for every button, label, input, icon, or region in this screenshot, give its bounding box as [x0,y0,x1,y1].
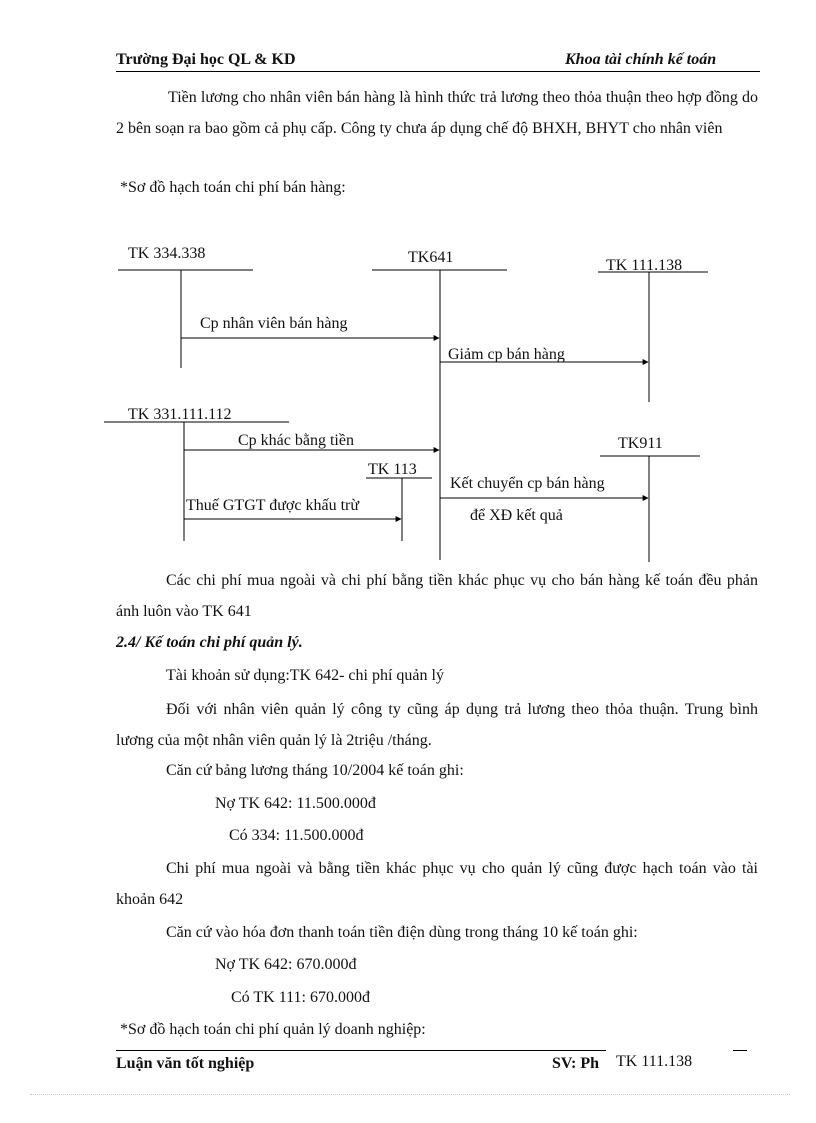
label-xd-ket-qua: để XĐ kết quả [470,507,563,524]
paragraph-purchased-costs: Các chi phí mua ngoài và chi phí bằng tiền khác phục vụ cho bán hàng kế toán đều phản ánh luôn vào TK 641 [116,572,758,620]
paragraph-management-salary: Đối với nhân viên quản lý công ty cũng áp dụng trả lương theo thỏa thuận. Trung bình lương của một nhân viên quản lý là 2triệu /tháng. [116,701,758,749]
label-tk911: TK911 [618,435,663,452]
label-tk641: TK641 [408,249,454,266]
paragraph-salary: Tiền lương cho nhân viên bán hàng là hình thức trả lương theo thỏa thuận theo hợp đồng do 2 bên soạn ra bao gồm cả phụ cấp. Công ty chưa áp dụng chế độ BHXH, BHYT cho nhân viên [116,89,758,137]
entry1-credit: Có 334: 11.500.000đ [229,827,364,844]
section-title: 2.4/ Kế toán chi phí quản lý. [116,634,303,651]
label-thue-gtgt: Thuế GTGT được khấu trừ [186,497,360,514]
diagram-title-management: *Sơ đồ hạch toán chi phí quản lý doanh nghiệp: [120,1021,426,1038]
paragraph-management-costs: Chi phí mua ngoài và bằng tiền khác phục vụ cho quản lý cũng được hạch toán vào tài khoản 642 [116,860,758,908]
label-giam-cp: Giảm cp bán hàng [448,346,565,363]
header-faculty: Khoa tài chính kế toán [565,51,717,68]
label-ket-chuyen: Kết chuyển cp bán hàng [450,475,605,492]
diagram-title-sales: *Sơ đồ hạch toán chi phí bán hàng: [120,179,346,196]
header-school: Trường Đại học QL & KD [116,51,296,68]
label-cp-nhan-vien: Cp nhân viên bán hàng [200,315,348,332]
footer-student: SV: Ph [552,1055,599,1072]
label-tk334: TK 334.338 [128,245,206,262]
page-bottom-dotted-line [30,1094,790,1095]
label-tk113: TK 113 [368,461,417,478]
label-tk111-top: TK 111.138 [606,257,683,274]
footer-rule [116,1050,606,1051]
entry2-credit: Có TK 111: 670.000đ [231,989,370,1006]
footer-rule-stub [733,1050,747,1051]
label-cp-khac: Cp khác bằng tiền [238,432,354,449]
entry2-debit: Nợ TK 642: 670.000đ [215,956,357,973]
basis-line-2: Căn cứ vào hóa đơn thanh toán tiền điện dùng trong tháng 10 kế toán ghi: [166,924,638,941]
footer-overlap-label: TK 111.138 [616,1053,693,1070]
entry1-debit: Nợ TK 642: 11.500.000đ [215,795,376,812]
basis-line-1: Căn cứ bảng lương tháng 10/2004 kế toán ghi: [166,762,464,779]
account-used-line: Tài khoản sử dụng:TK 642- chi phí quản lý [166,667,444,684]
footer-thesis: Luận văn tốt nghiệp [116,1055,255,1072]
label-tk331: TK 331.111.112 [128,406,232,423]
